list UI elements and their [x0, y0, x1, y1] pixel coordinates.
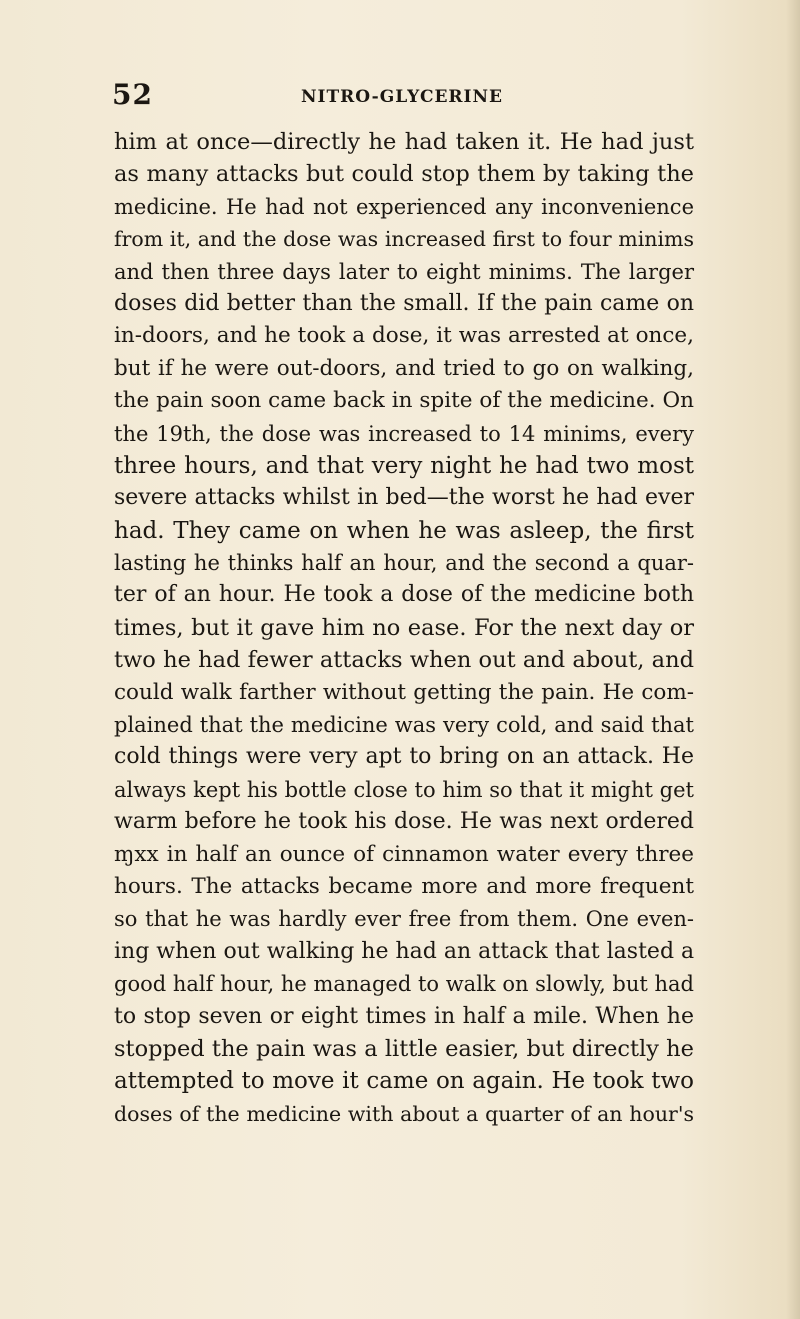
- text-line: attempted to move it came on again. He took two: [114, 1068, 694, 1095]
- text-line: good half hour, he managed to walk on slowly, but had: [114, 972, 694, 997]
- text-line: from it, and the dose was increased first to four minims: [114, 227, 694, 252]
- text-line: medicine. He had not experienced any inconvenience: [114, 194, 694, 219]
- text-line: two he had fewer attacks when out and about, and: [114, 647, 694, 674]
- text-line: doses of the medicine with about a quarter of an hour's: [114, 1101, 694, 1126]
- text-line: the 19th, the dose was increased to 14 minims, every: [114, 421, 694, 446]
- text-line: him at once—directly he had taken it. He had just: [114, 129, 694, 155]
- page-edge-shadow: [786, 0, 800, 1319]
- page-number: 52: [112, 78, 153, 111]
- text-line: ing when out walking he had an attack that lasted a: [114, 938, 695, 964]
- page-header: [112, 78, 692, 112]
- text-line: had. They came on when he was asleep, the first: [114, 517, 694, 544]
- text-line: could walk farther without getting the pain. He com-: [114, 679, 694, 705]
- text-line: but if he were out-doors, and tried to go on walking,: [114, 355, 694, 381]
- body-text: [114, 126, 694, 1130]
- text-line: the pain soon came back in spite of the medicine. On: [114, 388, 694, 414]
- text-line: times, but it gave him no ease. For the next day or: [114, 614, 694, 641]
- text-line: lasting he thinks half an hour, and the second a quar-: [114, 551, 694, 576]
- text-line: in-doors, and he took a dose, it was arrested at once,: [114, 323, 694, 349]
- text-line: so that he was hardly ever free from them. One even-: [114, 907, 694, 932]
- text-line: severe attacks whilst in bed—the worst he had ever: [114, 485, 694, 511]
- text-line: and then three days later to eight minims. The larger: [114, 259, 694, 284]
- text-line: as many attacks but could stop them by taking the: [114, 161, 694, 188]
- text-line: three hours, and that very night he had two most: [114, 452, 694, 479]
- text-line: cold things were very apt to bring on an attack. He: [114, 744, 694, 770]
- text-line: warm before he took his dose. He was next ordered: [114, 809, 694, 835]
- text-line: doses did better than the small. If the pain came on: [114, 290, 694, 316]
- text-line: to stop seven or eight times in half a mile. When he: [114, 1003, 694, 1029]
- text-line: stopped the pain was a little easier, but directly he: [114, 1035, 694, 1062]
- text-line: plained that the medicine was very cold, and said that: [114, 713, 694, 738]
- text-line: ter of an hour. He took a dose of the medicine both: [114, 582, 694, 608]
- running-title: NITRO-GLYCERINE: [300, 87, 504, 107]
- text-line: hours. The attacks became more and more frequent: [114, 873, 694, 899]
- text-line: ɱxx in half an ounce of cinnamon water every three: [114, 841, 694, 867]
- text-line: always kept his bottle close to him so that it might get: [114, 777, 694, 802]
